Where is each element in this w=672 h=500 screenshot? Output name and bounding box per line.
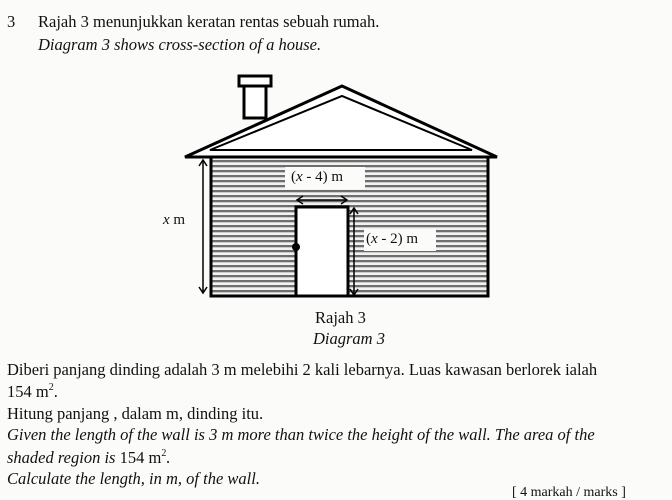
caption-english: Diagram 3	[313, 329, 385, 348]
caption-malay: Rajah 3	[315, 308, 366, 327]
roof	[185, 86, 497, 157]
malay-task: Hitung panjang , dalam m, dinding itu.	[7, 404, 264, 423]
chimney	[239, 76, 271, 118]
door-height-label: (x - 2) m	[366, 231, 419, 247]
marks-label: [ 4 markah / marks ]	[512, 485, 626, 500]
question-stem-malay: Rajah 3 menunjukkan keratan rentas sebuah rumah.	[38, 12, 380, 31]
question-stem-english: Diagram 3 shows cross-section of a house.	[38, 35, 322, 54]
english-task: Calculate the length, in m, of the wall.	[7, 469, 260, 488]
english-given-line1: Given the length of the wall is 3 m more than twice the height of the wall. The area of the	[7, 425, 595, 444]
door-knob	[292, 243, 300, 251]
door-width-label: (x - 4) m	[291, 169, 344, 185]
wall-height-arrow	[199, 160, 207, 293]
wall-height-label: x m	[163, 212, 186, 228]
question-number: 3	[7, 12, 16, 31]
malay-given-line2: 154 $m^2$.	[7, 382, 58, 401]
malay-given-line1: Diberi panjang dinding adalah 3 m melebihi 2 kali lebarnya. Luas kawasan berlorek ialah	[7, 360, 598, 379]
door	[292, 207, 348, 296]
english-given-line2: shaded region is 154 $m^2$.	[7, 448, 171, 467]
